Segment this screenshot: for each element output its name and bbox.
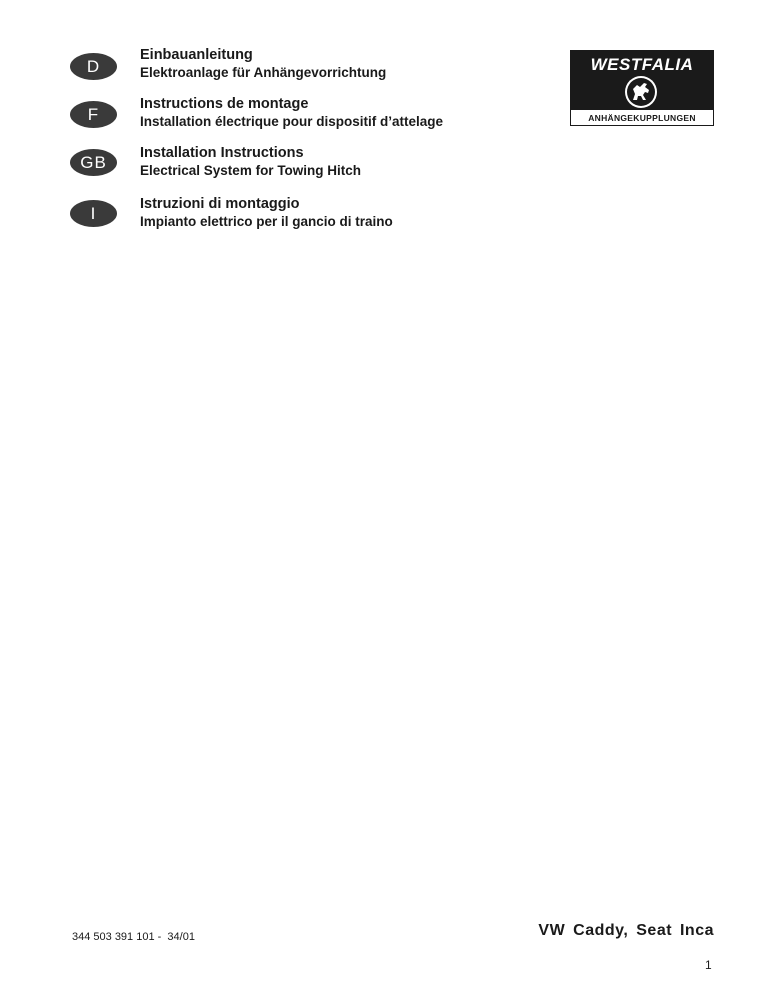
subtitle-i: Impianto elettrico per il gancio di traino — [140, 214, 393, 229]
title-i: Istruzioni di montaggio — [140, 196, 300, 212]
document-number: 344 503 391 101 - 34/01 — [72, 931, 195, 943]
subtitle-f: Installation électrique pour dispositif d’attelage — [140, 114, 444, 129]
language-badge-f: F — [70, 101, 117, 128]
logo-banner — [571, 51, 713, 110]
westfalia-logo — [570, 50, 714, 126]
logo-subtitle: ANHÄNGEKUPPLUNGEN — [588, 113, 696, 123]
language-badge-gb: GB — [70, 149, 117, 176]
title-f: Instructions de montage — [140, 96, 309, 112]
language-badge-d: D — [70, 53, 117, 80]
page-number: 1 — [705, 958, 712, 972]
subtitle-gb: Electrical System for Towing Hitch — [140, 163, 362, 178]
title-d: Einbauanleitung — [140, 47, 253, 63]
language-badge-i: I — [70, 200, 117, 227]
subtitle-d: Elektroanlage für Anhängevorrichtung — [140, 65, 387, 80]
logo-brand: WESTFALIA — [590, 55, 694, 74]
vehicle-models: VW Caddy, Seat Inca — [538, 922, 714, 939]
title-gb: Installation Instructions — [140, 145, 304, 161]
horse-icon — [623, 74, 659, 110]
